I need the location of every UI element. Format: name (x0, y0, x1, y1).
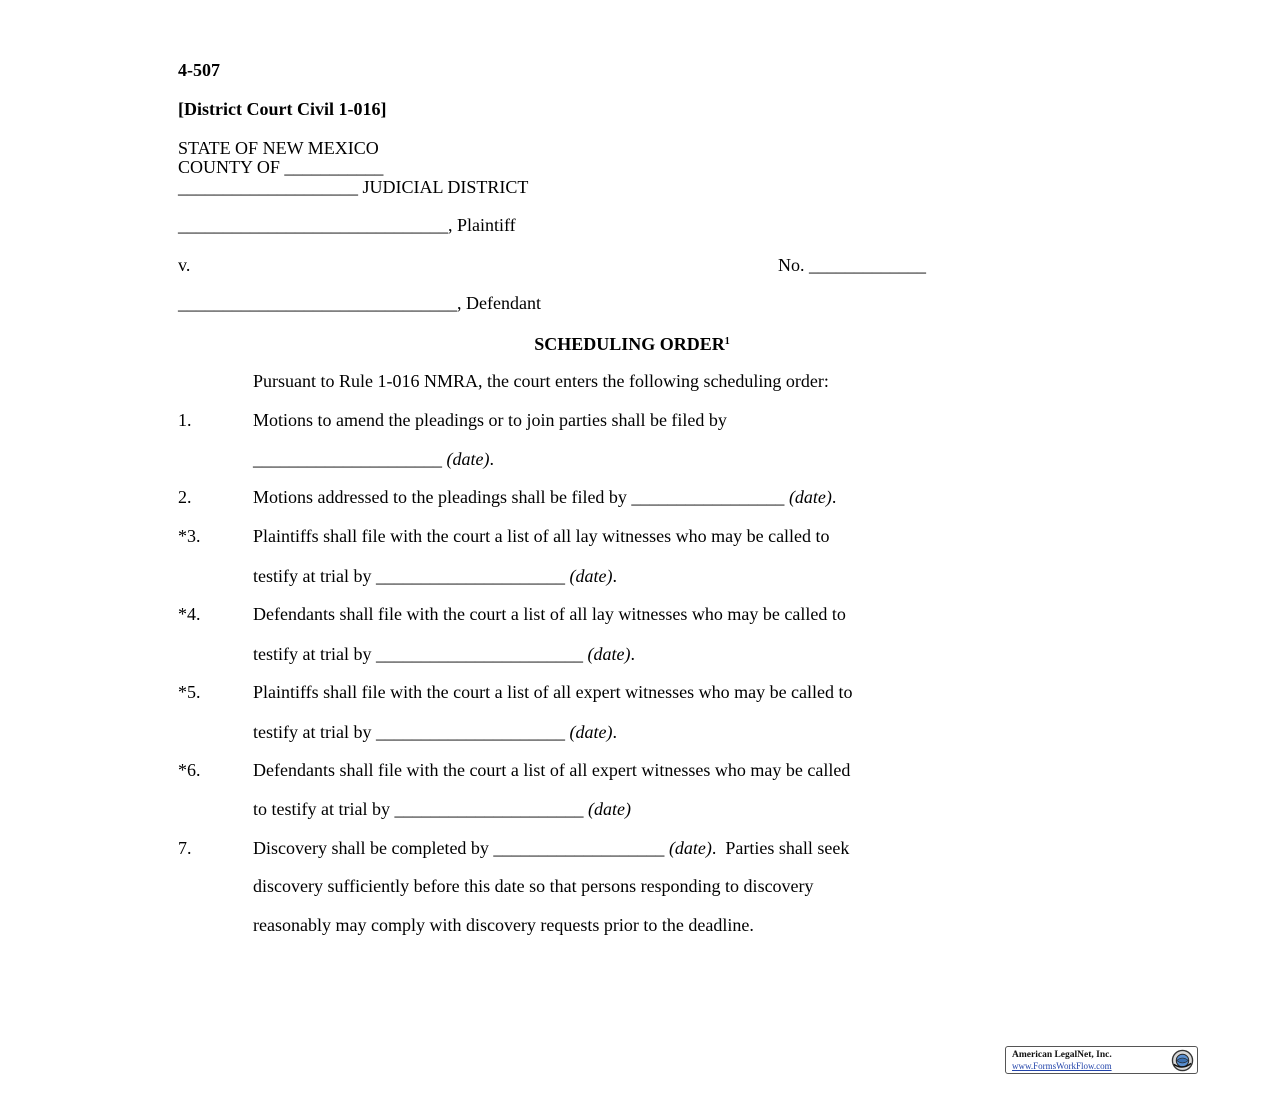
globe-icon (1171, 1049, 1194, 1072)
item-1-text: Motions to amend the pleadings or to join parties shall be filed by (253, 410, 727, 430)
item-4-period: . (630, 644, 635, 664)
item-7-number: 7. (178, 838, 192, 858)
item-6-text: Defendants shall file with the court a list of all expert witnesses who may be called (253, 760, 851, 780)
title-footnote-marker: 1 (724, 336, 730, 347)
form-number: 4-507 (178, 60, 220, 80)
item-3-text: Plaintiffs shall file with the court a list of all lay witnesses who may be called to (253, 526, 830, 546)
item-5-text: Plaintiffs shall file with the court a list of all expert witnesses who may be called to (253, 682, 853, 702)
publisher-name: American LegalNet, Inc. (1012, 1050, 1112, 1060)
publisher-url-link[interactable]: www.FormsWorkFlow.com (1012, 1061, 1112, 1071)
item-2-body: Motions addressed to the pleadings shall be filed by _________________ (253, 487, 789, 507)
item-4-date-line (253, 644, 635, 664)
item-1-date-line (253, 449, 494, 469)
document-title (178, 332, 1086, 354)
plaintiff-line: ______________________________, Plaintiff (178, 215, 516, 235)
item-2-number: 2. (178, 487, 192, 507)
item-7-text (253, 838, 849, 858)
item-3-number: *3. (178, 526, 201, 546)
item-2-period: . (831, 487, 837, 507)
item-1-number: 1. (178, 410, 192, 430)
item-1-blank: _____________________ (253, 449, 447, 469)
court-type: [District Court Civil 1-016] (178, 99, 387, 119)
item-7-line-2: discovery sufficiently before this date so that persons responding to discovery (253, 876, 814, 896)
item-7-line-3: reasonably may comply with discovery requests prior to the deadline. (253, 915, 754, 935)
judicial-district-line: ____________________ JUDICIAL DISTRICT (178, 177, 529, 197)
item-7-body: Discovery shall be completed by ___________________ (253, 838, 669, 858)
item-6-date-line (253, 799, 631, 819)
county-line: COUNTY OF ___________ (178, 157, 384, 177)
item-6-body: to testify at trial by _____________________ (253, 799, 588, 819)
item-5-date-line (253, 722, 617, 742)
item-2-text (253, 487, 836, 507)
publisher-logo (1005, 1046, 1198, 1074)
intro-paragraph: Pursuant to Rule 1-016 NMRA, the court enters the following scheduling order: (253, 371, 829, 391)
item-1-date-label: (date) (446, 449, 490, 469)
item-6-date-label: (date) (587, 799, 631, 819)
item-4-date-label: (date) (587, 644, 631, 664)
title-text: SCHEDULING ORDER (534, 334, 725, 354)
item-5-date-label: (date) (569, 722, 613, 742)
item-7-date-label: (date) (668, 838, 712, 858)
item-3-body: testify at trial by _____________________ (253, 566, 570, 586)
item-3-date-line (253, 566, 617, 586)
versus-label: v. (178, 255, 191, 275)
item-5-body: testify at trial by _____________________ (253, 722, 570, 742)
item-3-period: . (612, 566, 617, 586)
item-5-period: . (612, 722, 617, 742)
item-4-text: Defendants shall file with the court a list of all lay witnesses who may be called to (253, 604, 846, 624)
item-3-date-label: (date) (569, 566, 613, 586)
state-name: STATE OF NEW MEXICO (178, 138, 379, 158)
item-7-continuation: . Parties shall seek (711, 838, 850, 858)
case-number-line: No. _____________ (778, 255, 926, 275)
item-5-number: *5. (178, 682, 201, 702)
item-4-body: testify at trial by _______________________ (253, 644, 588, 664)
defendant-line: _______________________________, Defendant (178, 293, 541, 313)
item-6-number: *6. (178, 760, 201, 780)
item-2-date-label: (date) (788, 487, 832, 507)
item-1-period: . (489, 449, 494, 469)
item-4-number: *4. (178, 604, 201, 624)
